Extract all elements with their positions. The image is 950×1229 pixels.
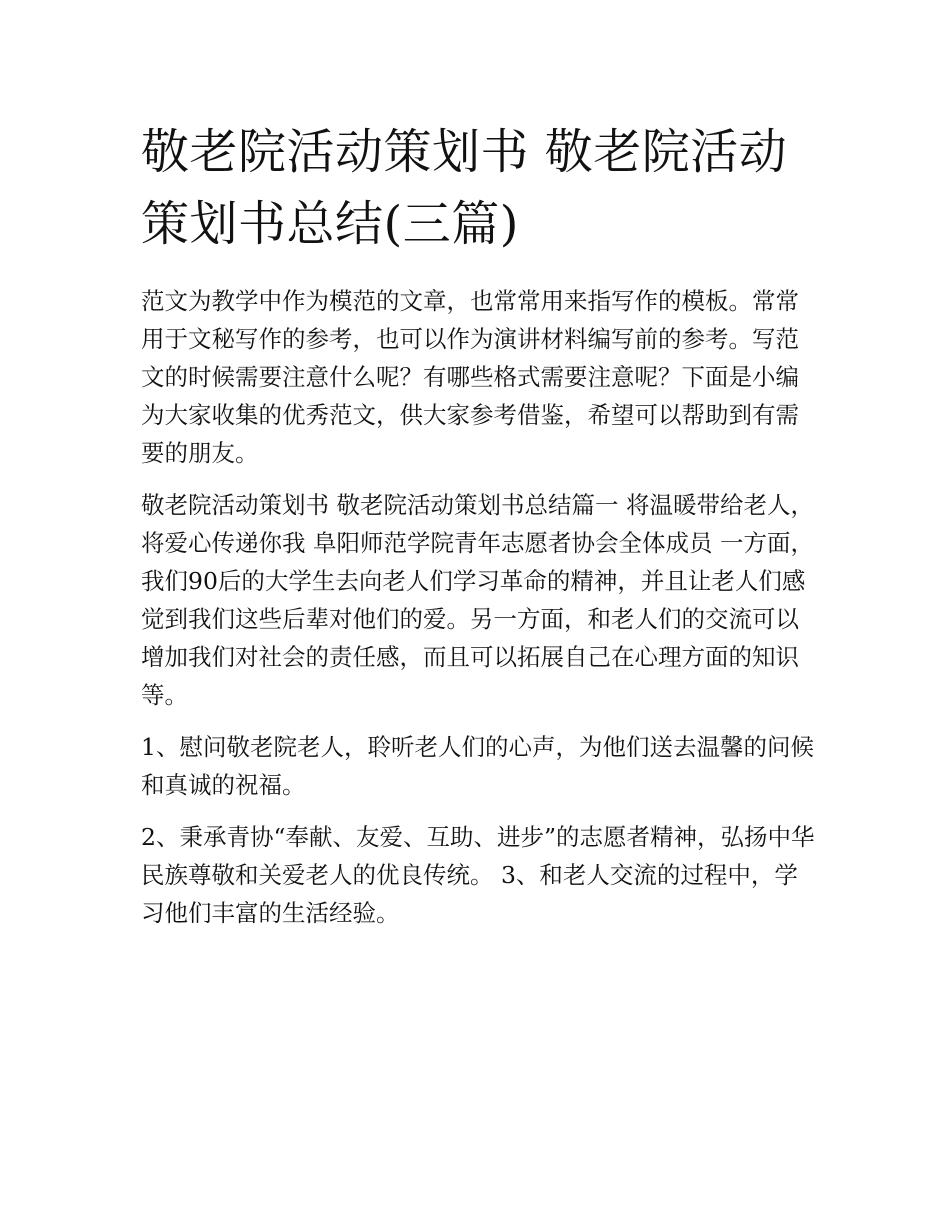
document-body: [141, 116, 821, 946]
document-title: 敬老院活动策划书 敬老院活动策划书总结(三篇): [141, 124, 788, 252]
section-one-paragraph: 敬老院活动策划书 敬老院活动策划书总结篇一 将温暖带给老人，将爱心传递你我 阜阳师范学院青年志愿者协会全体成员 一方面，我们90后的大学生去向老人们学习革命的精神，并且让老人们感觉到我们这些后辈对他们的爱。另一方面，和老人们的交流可以增加我们对社会的责任感，而且可以拓展自己在心理方面的知识等。: [141, 491, 814, 709]
list-item-1: 1、慰问敬老院老人，聆听老人们的心声，为他们送去温馨的问候和真诚的祝福。: [141, 733, 814, 799]
paragraph-list: [141, 282, 821, 932]
list-item-2: 2、秉承青协“奉献、友爱、互助、进步”的志愿者精神，弘扬中华民族尊敬和关爱老人的优良传统。 3、和老人交流的过程中，学习他们丰富的生活经验。: [141, 823, 815, 927]
intro-paragraph: 范文为教学中作为模范的文章，也常常用来指写作的模板。常常用于文秘写作的参考，也可以作为演讲材料编写前的参考。写范文的时候需要注意什么呢？有哪些格式需要注意呢？下面是小编为大家收集的优秀范文，供大家参考借鉴，希望可以帮助到有需要的朋友。: [141, 287, 799, 467]
